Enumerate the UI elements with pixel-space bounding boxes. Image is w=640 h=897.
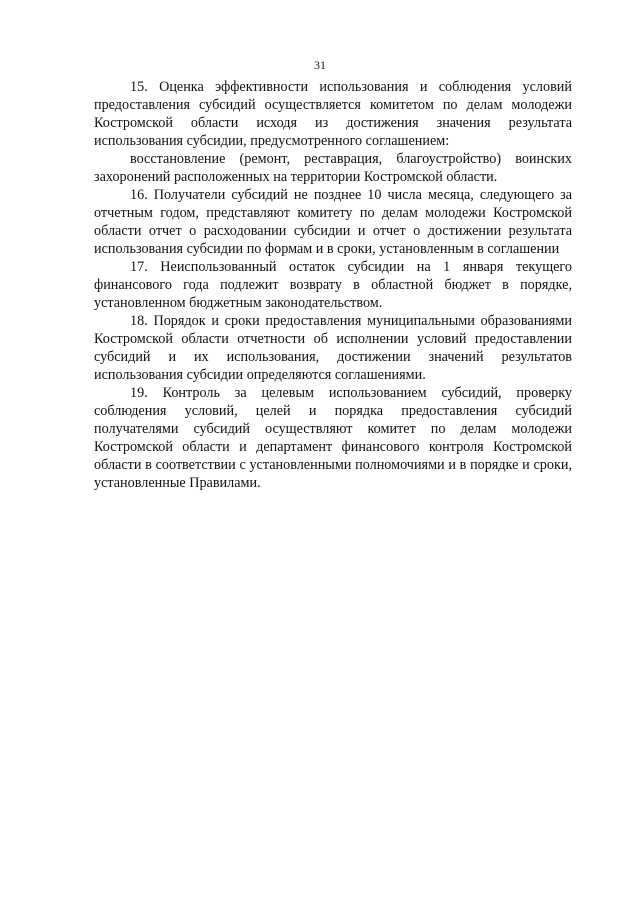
- paragraph-16: 16. Получатели субсидий не позднее 10 числа месяца, следующего за отчетным годом, представляют комитету по делам молодежи Костромской области отчет о расходовании субсидии и отчет о достижении результата использования субсидии по формам и в сроки, установленным в соглашении: [94, 187, 572, 257]
- paragraph-15: 15. Оценка эффективности использования и соблюдения условий предоставления субсидий осуществляется комитетом по делам молодежи Костромской области исходя из достижения значения результата использования субсидии, предусмотренного соглашением:: [94, 79, 572, 149]
- page-number: 31: [314, 58, 326, 72]
- paragraph-17: 17. Неиспользованный остаток субсидии на 1 января текущего финансового года подлежит возврату в областной бюджет в порядке, установленном бюджетным законодательством.: [94, 259, 572, 311]
- paragraph-19: 19. Контроль за целевым использованием субсидий, проверку соблюдения условий, целей и порядка предоставления субсидий получателями субсидий осуществляют комитет по делам молодежи Костромской области и департамент финансового контроля Костромской области в соответствии с установленными полномочиями и в порядке и сроки, установленные Правилами.: [94, 385, 572, 491]
- paragraph-18: 18. Порядок и сроки предоставления муниципальными образованиями Костромской области отчетности об исполнении условий предоставлении субсидий и их использования, достижении значений результатов использования субсидии определяются соглашениями.: [94, 313, 572, 383]
- document-body: [94, 78, 572, 492]
- paragraph-15-result: восстановление (ремонт, реставрация, благоустройство) воинских захоронений расположенных на территории Костромской области.: [94, 151, 572, 185]
